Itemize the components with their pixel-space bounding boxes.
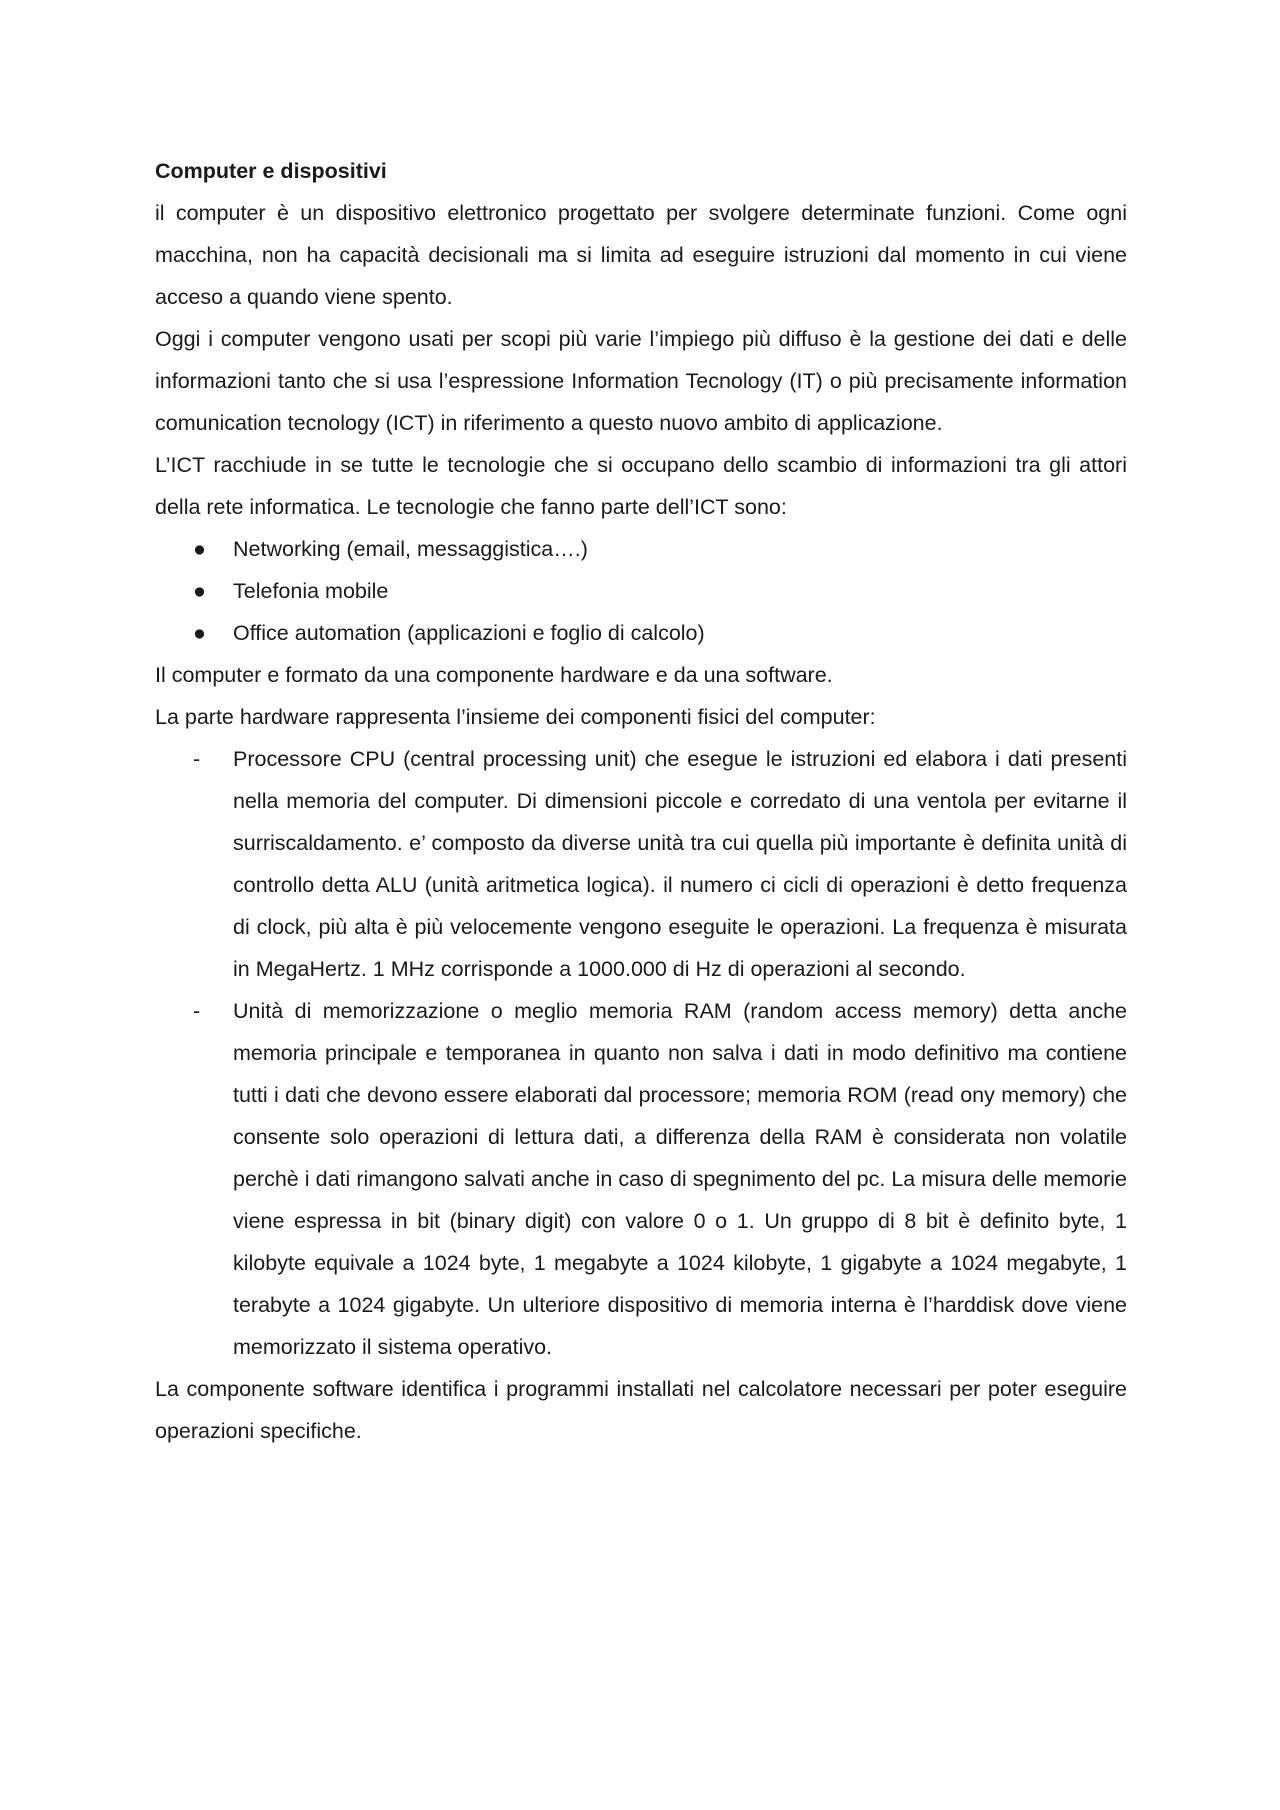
list-item: [155, 612, 1127, 654]
list-item-text: Networking (email, messaggistica….): [233, 537, 588, 561]
paragraph-intro-3: L’ICT racchiude in se tutte le tecnologie che si occupano dello scambio di informazioni tra gli attori della rete informatica. Le tecnologie che fanno parte dell’ICT sono:: [155, 453, 1127, 519]
document-heading: Computer e dispositivi: [155, 159, 387, 183]
list-item-text: Processore CPU (central processing unit) che esegue le istruzioni ed elabora i dati presenti nella memoria del computer. Di dimensioni piccole e corredato di una ventola per evitarne il surriscaldamento. e’ composto da diverse unità tra cui quella più importante è definita unità di controllo detta ALU (unità aritmetica logica). il numero ci cicli di operazioni è detto frequenza di clock, più alta è più velocemente vengono eseguite le operazioni. La frequenza è misurata in MegaHertz. 1 MHz corrisponde a 1000.000 di Hz di operazioni al secondo.: [233, 747, 1127, 981]
paragraph-hardware-intro: La parte hardware rappresenta l’insieme dei componenti fisici del computer:: [155, 705, 876, 729]
bullet-icon: ●: [193, 537, 206, 561]
list-item: [155, 990, 1127, 1368]
list-item-text: Telefonia mobile: [233, 579, 389, 603]
document-page: [155, 150, 1127, 1452]
list-item: [155, 570, 1127, 612]
ict-technologies-list: [155, 528, 1127, 654]
paragraph-intro-2: Oggi i computer vengono usati per scopi più varie l’impiego più diffuso è la gestione dei dati e delle informazioni tanto che si usa l’espressione Information Tecnology (IT) o più precisamente information comunication tecnology (ICT) in riferimento a questo nuovo ambito di applicazione.: [155, 327, 1127, 435]
list-item: [155, 738, 1127, 990]
list-item: [155, 528, 1127, 570]
dash-icon: -: [193, 999, 201, 1023]
paragraph-software: La componente software identifica i programmi installati nel calcolatore necessari per poter eseguire operazioni specifiche.: [155, 1377, 1127, 1443]
bullet-icon: ●: [193, 579, 206, 603]
paragraph-hardware-software: Il computer e formato da una componente hardware e da una software.: [155, 663, 833, 687]
hardware-components-list: [155, 738, 1127, 1368]
bullet-icon: ●: [193, 621, 206, 645]
list-item-text: Unità di memorizzazione o meglio memoria RAM (random access memory) detta anche memoria principale e temporanea in quanto non salva i dati in modo definitivo ma contiene tutti i dati che devono essere elaborati dal processore; memoria ROM (read ony memory) che consente solo operazioni di lettura dati, a differenza della RAM è considerata non volatile perchè i dati rimangono salvati anche in caso di spegnimento del pc. La misura delle memorie viene espressa in bit (binary digit) con valore 0 o 1. Un gruppo di 8 bit è definito byte, 1 kilobyte equivale a 1024 byte, 1 megabyte a 1024 kilobyte, 1 gigabyte a 1024 megabyte, 1 terabyte a 1024 gigabyte. Un ulteriore dispositivo di memoria interna è l’harddisk dove viene memorizzato il sistema operativo.: [233, 999, 1127, 1359]
dash-icon: -: [193, 747, 201, 771]
list-item-text: Office automation (applicazioni e foglio di calcolo): [233, 621, 705, 645]
paragraph-intro-1: il computer è un dispositivo elettronico progettato per svolgere determinate funzioni. Come ogni macchina, non ha capacità decisionali ma si limita ad eseguire istruzioni dal momento in cui viene acceso a quando viene spento.: [155, 201, 1127, 309]
